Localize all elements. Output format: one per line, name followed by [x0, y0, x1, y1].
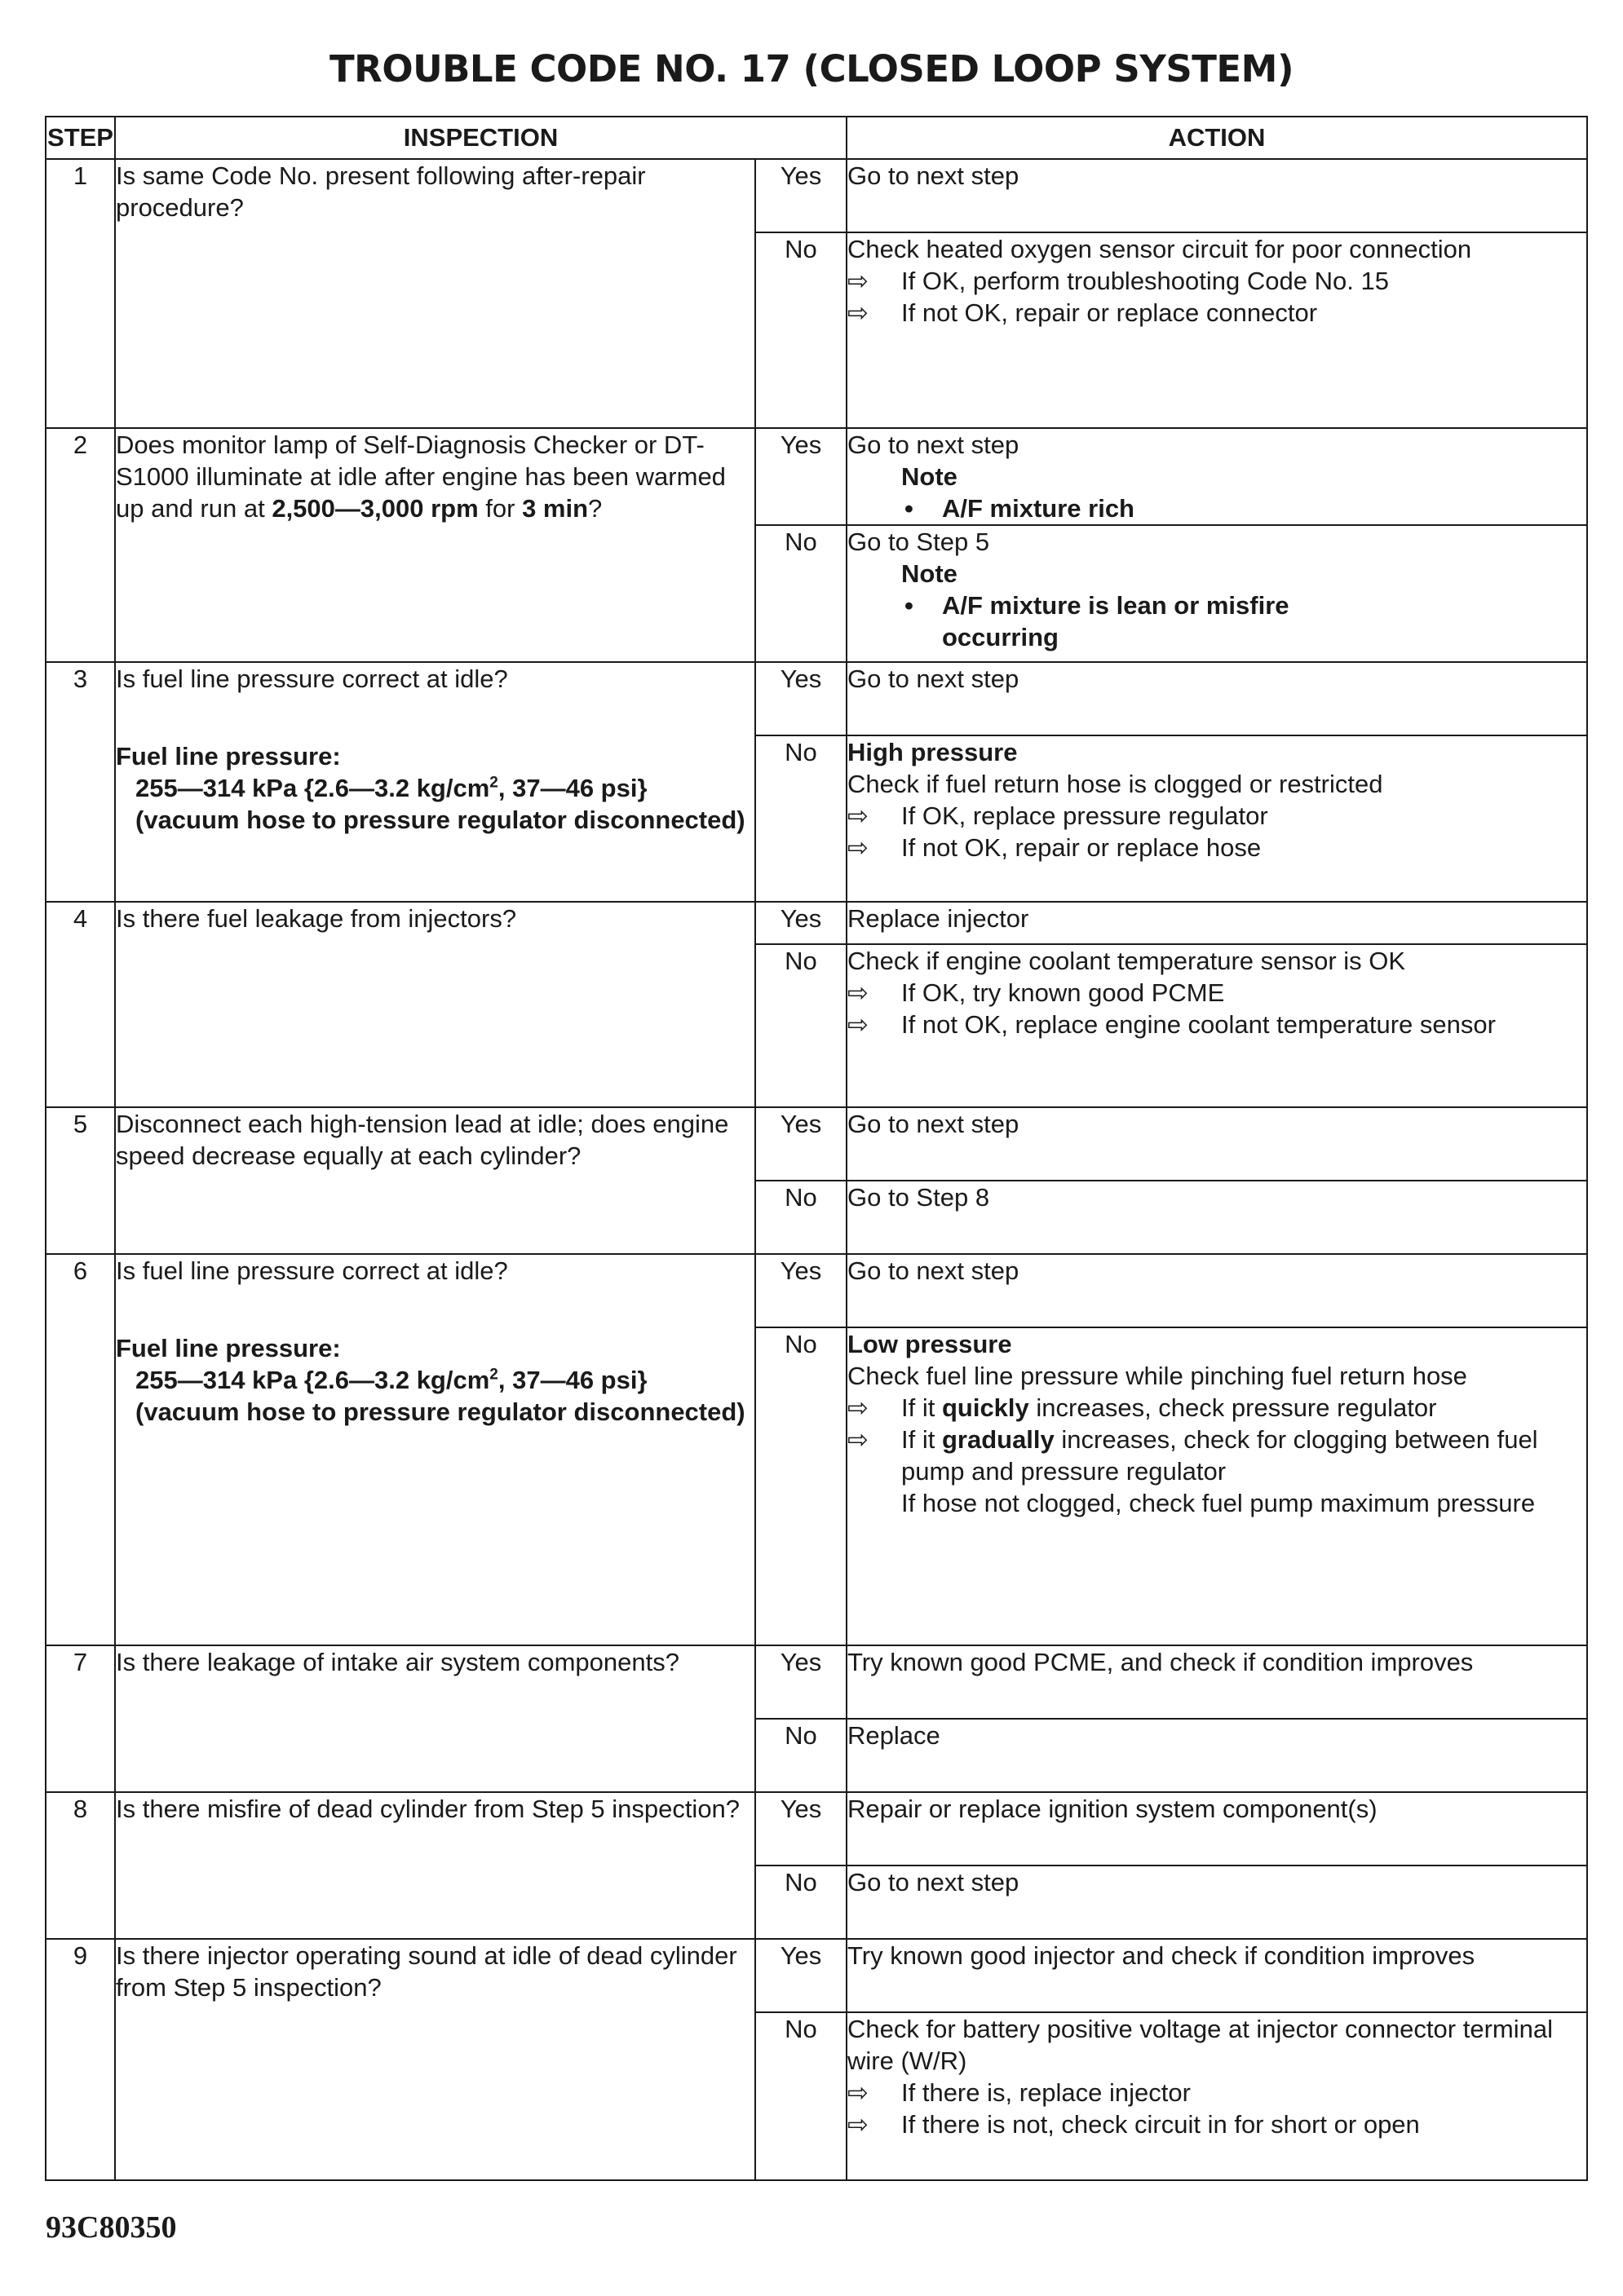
action-text: Check if engine coolant temperature sensor is OK	[847, 947, 1406, 976]
arrow-icon: ⇨	[847, 833, 869, 863]
step-number: 2	[46, 428, 115, 662]
note-label: Note	[901, 462, 957, 492]
action-sub: If OK, try known good PCME	[901, 978, 1225, 1008]
action-yes	[847, 428, 1587, 525]
action-sub: If not OK, repair or replace connector	[901, 298, 1318, 328]
spec-block	[116, 740, 754, 836]
action-sub: If OK, perform troubleshooting Code No. 15	[901, 267, 1389, 296]
action-yes: Try known good injector and check if condition improves	[847, 1939, 1587, 2012]
action-no	[847, 2012, 1587, 2180]
action-sub: If not OK, replace engine coolant temperature sensor	[901, 1010, 1496, 1040]
table-row	[46, 428, 1587, 525]
spec-note: (vacuum hose to pressure regulator disconnected)	[135, 806, 745, 835]
yes-label: Yes	[755, 1107, 847, 1181]
inspection-text: Is there injector operating sound at idle of dead cylinder from Step 5 inspection?	[115, 1939, 755, 2180]
inspection-text: Is same Code No. present following after-repair procedure?	[115, 159, 755, 428]
action-no	[847, 232, 1587, 428]
no-label: No	[755, 944, 847, 1107]
action-sub: If not OK, repair or replace hose	[901, 833, 1262, 863]
inspection-text: Is there misfire of dead cylinder from Step 5 inspection?	[115, 1792, 755, 1939]
yes-label: Yes	[755, 662, 847, 735]
trouble-code-table	[45, 116, 1588, 2181]
document-code: 93C80350	[46, 2210, 177, 2245]
arrow-icon: ⇨	[847, 298, 869, 328]
action-yes: Replace injector	[847, 902, 1587, 944]
arrow-icon: ⇨	[847, 1425, 869, 1455]
arrow-icon: ⇨	[847, 1393, 869, 1423]
no-label: No	[755, 735, 847, 902]
header-row	[46, 117, 1587, 159]
action-heading: High pressure	[847, 738, 1018, 767]
action-sub: If it quickly increases, check pressure regulator	[901, 1393, 1437, 1423]
table-row	[46, 662, 1587, 735]
yes-label: Yes	[755, 1792, 847, 1866]
inspection-cell	[115, 1254, 755, 1645]
no-label: No	[755, 1181, 847, 1254]
yes-label: Yes	[755, 428, 847, 525]
step-number: 9	[46, 1939, 115, 2180]
action-text: Check if fuel return hose is clogged or restricted	[847, 770, 1383, 799]
spec-label: Fuel line pressure:	[116, 1334, 341, 1363]
yes-label: Yes	[755, 1645, 847, 1719]
step-number: 4	[46, 902, 115, 1107]
action-sub: If OK, replace pressure regulator	[901, 801, 1268, 831]
arrow-icon: ⇨	[847, 2078, 869, 2108]
action-no	[847, 735, 1587, 902]
inspection-text: Does monitor lamp of Self-Diagnosis Checker or DT-S1000 illuminate at idle after engine has been warmed up and run at 2,500—3,000 rpm for 3 min?	[115, 428, 755, 662]
action-yes: Go to next step	[847, 159, 1587, 232]
action-text: Check heated oxygen sensor circuit for poor connection	[847, 235, 1472, 263]
action-sub: If there is not, check circuit in for short or open	[901, 2110, 1420, 2139]
bullet-icon: •	[904, 591, 913, 620]
note-text: A/F mixture rich	[942, 494, 1134, 523]
arrow-icon: ⇨	[847, 801, 869, 831]
action-yes: Go to next step	[847, 662, 1587, 735]
action-yes: Try known good PCME, and check if condition improves	[847, 1645, 1587, 1719]
step-number: 1	[46, 159, 115, 428]
note-label: Note	[901, 559, 957, 589]
table-row	[46, 902, 1587, 944]
yes-label: Yes	[755, 1939, 847, 2012]
arrow-icon: ⇨	[847, 978, 869, 1008]
arrow-icon: ⇨	[847, 1010, 869, 1040]
action-yes: Go to next step	[847, 1107, 1587, 1181]
table-row	[46, 1107, 1587, 1181]
no-label: No	[755, 1327, 847, 1645]
inspection-text: Is there fuel leakage from injectors?	[115, 902, 755, 1107]
no-label: No	[755, 1719, 847, 1792]
spec-value: 255—314 kPa {2.6—3.2 $kg/cm^2$, 37—46 psi}	[135, 1366, 648, 1395]
action-text: Go to next step	[847, 430, 1019, 459]
step-number: 6	[46, 1254, 115, 1645]
table-row	[46, 1939, 1587, 2012]
spec-block	[116, 1332, 754, 1428]
inspection-text: Is there leakage of intake air system components?	[115, 1645, 755, 1792]
no-label: No	[755, 525, 847, 662]
table-row	[46, 1254, 1587, 1327]
table-row	[46, 1645, 1587, 1719]
action-no: Replace	[847, 1719, 1587, 1792]
action-no	[847, 1327, 1587, 1645]
step-number: 8	[46, 1792, 115, 1939]
page-title: TROUBLE CODE NO. 17 (CLOSED LOOP SYSTEM)	[329, 47, 1294, 91]
action-heading: Low pressure	[847, 1330, 1012, 1359]
action-no: Go to next step	[847, 1866, 1587, 1939]
action-no: Go to Step 8	[847, 1181, 1587, 1254]
table-row	[46, 159, 1587, 232]
inspection-text: Disconnect each high-tension lead at idle; does engine speed decrease equally at each cylinder?	[115, 1107, 755, 1254]
spec-label: Fuel line pressure:	[116, 742, 341, 771]
action-text: Check fuel line pressure while pinching fuel return hose	[847, 1362, 1467, 1391]
bullet-icon: •	[904, 494, 913, 523]
spec-note: (vacuum hose to pressure regulator disconnected)	[135, 1397, 745, 1427]
inspection-text: Is fuel line pressure correct at idle?	[116, 1256, 508, 1286]
no-label: No	[755, 232, 847, 428]
yes-label: Yes	[755, 159, 847, 232]
action-sub: If there is, replace injector	[901, 2078, 1191, 2108]
yes-label: Yes	[755, 902, 847, 944]
header-step: STEP	[46, 117, 115, 159]
arrow-icon: ⇨	[847, 267, 869, 296]
step-number: 5	[46, 1107, 115, 1254]
action-yes: Repair or replace ignition system component(s)	[847, 1792, 1587, 1866]
no-label: No	[755, 1866, 847, 1939]
header-inspection: INSPECTION	[115, 117, 847, 159]
header-action: ACTION	[847, 117, 1587, 159]
yes-label: Yes	[755, 1254, 847, 1327]
action-yes: Go to next step	[847, 1254, 1587, 1327]
inspection-cell	[115, 662, 755, 902]
step-number: 3	[46, 662, 115, 902]
table-row	[46, 1792, 1587, 1866]
no-label: No	[755, 2012, 847, 2180]
inspection-text: Is fuel line pressure correct at idle?	[116, 665, 508, 694]
action-text: Check for battery positive voltage at injector connector terminal wire (W/R)	[847, 2015, 1553, 2076]
step-number: 7	[46, 1645, 115, 1792]
note-text: A/F mixture is lean or misfire occurring	[942, 591, 1289, 652]
action-sub: If it gradually increases, check for clogging between fuel pump and pressure regulator If hose not clogged, check fuel pump maximum pressure	[901, 1425, 1538, 1518]
action-text: Go to Step 5	[847, 528, 990, 557]
action-no	[847, 525, 1587, 662]
spec-value: 255—314 kPa {2.6—3.2 $kg/cm^2$, 37—46 psi}	[135, 774, 648, 803]
action-sub-extra: If hose not clogged, check fuel pump maximum pressure	[901, 1489, 1536, 1518]
arrow-icon: ⇨	[847, 2110, 869, 2139]
action-no	[847, 944, 1587, 1107]
